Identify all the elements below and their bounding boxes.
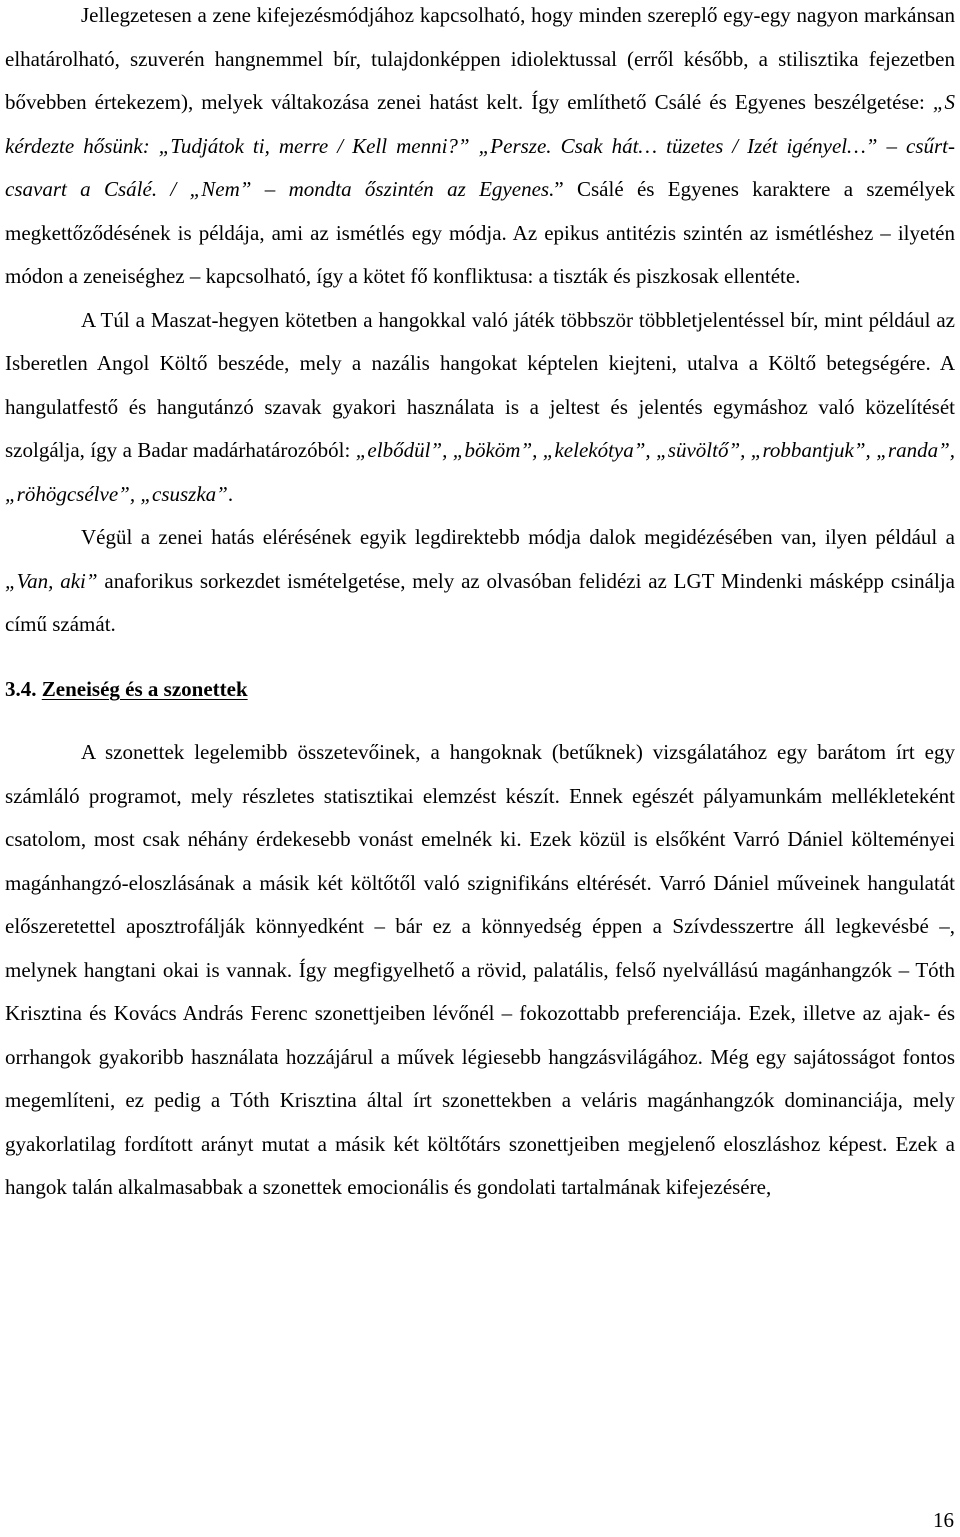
text-run: A szonettek legelemibb összetevőinek, a hangoknak (betűknek) vizsgálatához egy barátom írt egy számláló programot, mely részletes statisztikai elemzést készít. Ennek egészét pályamunkám mellékleteként csatolom, most csak néhány érdekesebb vonást emelnék ki. Ezek közül is elsőként Varró Dániel költeményei magánhangzó-eloszlásának a másik két költőtől való szignifikáns eltérését. Varró Dániel műveinek hangulatát előszeretettel aposztrofálják könnyedként – bár ez a könnyedség éppen a Szívdesszertre áll legkevésbé –, melynek hangtani okai is vannak. Így megfigyelhető a rövid, palatális, felső nyelvállású magánhangzók – Tóth Krisztina és Kovács András Ferenc szonettjeiben lévőnél – fokozottabb preferenciája. Ezek, illetve az ajak- és orrhangok gyakoribb használata hozzájárul a művek légiesebb hangzásvilágához. Még egy sajátosságot fontos megemlíteni, ez pedig a Tóth Krisztina által írt szonettekben a veláris magánhangzók dominanciája, mely gyakorlatilag fordított arányt mutat a másik két költőtárs szonettjeiben megjelenő eloszláshoz képest. Ezek a hangok talán alkalmasabbak a szonettek emocionális és gondolati tartalmának kifejezésére, (5, 740, 955, 1199)
paragraphs-before-heading (5, 0, 955, 647)
text-run: . (227, 481, 234, 506)
text-run: Végül a zenei hatás elérésének egyik legdirektebb módja dalok megidézésében van, ilyen például a (81, 525, 955, 549)
italic-quote: „Van, aki” (5, 568, 98, 593)
paragraph-p1 (5, 0, 955, 299)
text-run: Jellegzetesen a zene kifejezésmódjához kapcsolható, hogy minden szereplő egy-egy nagyon markánsan elhatárolható, szuverén hangnemmel bír, tulajdonképpen idiolektussal (erről később, a stilisztika fejezetben bővebben értekezem), melyek váltakozása zenei hatást kelt. Így említhető Csálé és Egyenes beszélgetése: (5, 3, 955, 114)
text-run: anaforikus sorkezdet ismételgetése, mely az olvasóban felidézi az LGT Mindenki másképp csinálja című számát. (5, 568, 955, 636)
section-heading (5, 668, 955, 712)
page-number: 16 (933, 1508, 954, 1532)
section-title: Zeneiség és a szonettek (41, 676, 248, 701)
text-run: A Túl a Maszat-hegyen kötetben a hangokkal való játék többször többletjelentéssel bír, mint például az Isberetlen Angol Költő beszéde, mely a nazális hangokat képtelen kiejteni, utalva a Költő betegségére. A hangulatfestő és hangutánzó szavak gyakori használata is a jeltest és jelentés egymáshoz való közelítését szolgálja, így a Badar madárhatározóból: (5, 307, 955, 462)
paragraph-p2 (5, 299, 955, 517)
paragraphs-after-heading (5, 731, 955, 1210)
paragraph-p3 (5, 516, 955, 647)
italic-quote: „S kérdezte hősünk: „Tudjátok ti, merre / Kell menni?” „Persze. Csak hát… tüzetes / Izét igényel…” – csűrt-csavart a Csálé. / „Nem” – mondta őszintén az Egyenes. (5, 90, 955, 201)
text-run: ” Csálé és Egyenes karaktere a személyek megkettőződésének is példája, ami az ismétlés egy módja. Az epikus antitézis szintén az ismétléshez – ilyetén módon a zeneiséghez – kapcsolható, így a kötet fő konfliktusa: a tiszták és piszkosak ellentéte. (5, 177, 955, 288)
paragraph-p4 (5, 731, 955, 1210)
italic-quote: „elbődül”, „bököm”, „kelekótya”, „süvöltő”, „robbantjuk”, „randa”, „röhögcsélve”, „csuszka” (5, 438, 955, 506)
section-number: 3.4. (5, 676, 37, 701)
page-body (5, 0, 955, 1210)
